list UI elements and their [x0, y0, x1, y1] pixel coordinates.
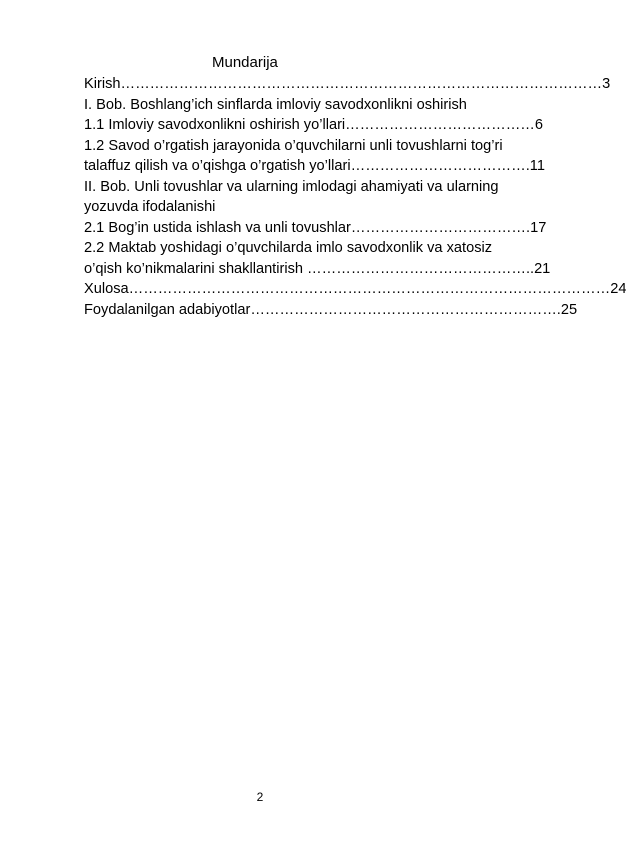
toc-entry-2-2-line1: 2.2 Maktab yoshidagi o’quvchilarda imlo savodxonlik va xatosiz	[84, 240, 493, 256]
toc-entry-adabiyotlar: Foydalanilgan adabiyotlar……………………………………………………….25	[84, 301, 578, 318]
toc-chapter-1-heading: I. Bob. Boshlang’ich sinflarda imloviy savodxonlikni oshirish	[84, 96, 467, 113]
page-number: 2	[256, 790, 264, 804]
toc-title: Mundarija	[212, 54, 278, 71]
toc-entry-2-2-line2: o’qish ko’nikmalarini shakllantirish ………………………………………..21	[84, 260, 551, 277]
toc-entry-1-2-line1: 1.2 Savod o’rgatish jarayonida o’quvchilarni unli tovushlarni tog’ri	[84, 137, 503, 154]
toc-entry-kirish: Kirish………………………………………………………………………………………3	[84, 76, 611, 92]
toc-chapter-2-heading-line1: II. Bob. Unli tovushlar va ularning imlodagi ahamiyati va ularning	[84, 178, 499, 195]
toc-entry-1-1: 1.1 Imloviy savodxonlikni oshirish yo’llari…………………………………6	[84, 117, 544, 133]
toc-entry-2-1: 2.1 Bog’in ustida ishlash va unli tovushlar……………………………….17	[84, 219, 547, 236]
toc-entry-xulosa: Xulosa………………………………………………………………………………………24	[84, 281, 626, 297]
table-of-contents	[84, 74, 626, 320]
toc-chapter-2-heading-line2: yozuvda ifodalanishi	[84, 199, 216, 215]
toc-entry-1-2-line2: talaffuz qilish va o’qishga o’rgatish yo’llari……………………………….11	[84, 158, 545, 174]
